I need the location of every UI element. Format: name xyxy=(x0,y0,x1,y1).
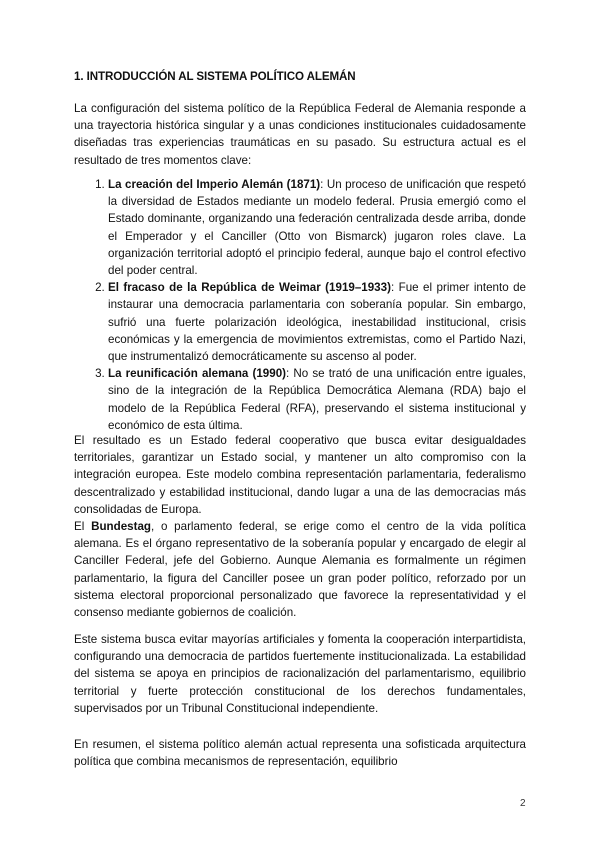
bundestag-term: Bundestag xyxy=(91,520,151,533)
document-page xyxy=(74,0,526,848)
list-item xyxy=(108,365,526,434)
key-moments-list xyxy=(74,176,526,434)
system-paragraph: Este sistema busca evitar mayorías artificiales y fomenta la cooperación interpartidista, configurando una democracia de partidos fuertemente institucionalizada. La estabilidad del sistema se apoya en principios de racionalización del parlamentarismo, equilibrio territorial y fuerte protección constitucional de los derechos fundamentales, supervisados por un Tribunal Constitucional independiente. xyxy=(74,633,526,715)
intro-paragraph: La configuración del sistema político de la República Federal de Alemania responde a una trayectoria histórica singular y a unas condiciones institucionales cuidadosamente diseñadas tras experiencias traumáticas en su pasado. Su estructura actual es el resultado de tres momentos clave: xyxy=(74,102,526,167)
list-item-text: : No se trató de una unificación entre iguales, sino de la integración de la República Democrática Alemana (RDA) bajo el modelo de la República Federal (RFA), preservando el sistema institucional y económico de esta última. xyxy=(108,367,526,432)
bundestag-prefix: El xyxy=(74,520,92,533)
list-item-title: La creación del Imperio Alemán (1871) xyxy=(108,178,321,191)
list-item-text: : Un proceso de unificación que respetó la diversidad de Estados mediante un modelo federal. Prusia emergió como el Estado dominante, organizando una federación centralizada desde arriba, donde el Emperador y el Canciller (Otto von Bismarck) jugaron roles clave. La organización territorial adoptó el principio federal, aunque bajo el control efectivo del poder central. xyxy=(108,178,526,278)
result-paragraph: El resultado es un Estado federal cooperativo que busca evitar desigualdades territoriales, garantizar un Estado social, y mantener un alto compromiso con la integración europea. Este modelo combina representación parlamentaria, federalismo descentralizado y estabilidad institucional, dando lugar a una de las democracias más consolidadas de Europa. xyxy=(74,434,526,516)
bundestag-paragraph xyxy=(74,518,526,621)
list-item-title: La reunificación alemana (1990) xyxy=(108,367,287,381)
page-number: 2 xyxy=(520,798,526,809)
bundestag-text: , o parlamento federal, se erige como el centro de la vida política alemana. Es el órgano representativo de la soberanía popular y encargado de elegir al Canciller Federal, jefe del Gobierno. Aunque Alemania es formalmente un régimen parlamentario, la figura del Canciller posee un gran poder político, reforzado por un sistema electoral proporcional personalizado que favorece la representatividad y el consenso mediante gobiernos de coalición. xyxy=(74,520,526,620)
list-item xyxy=(108,176,526,279)
list-item xyxy=(108,279,526,365)
section-heading: 1. INTRODUCCIÓN AL SISTEMA POLÍTICO ALEMÁN xyxy=(74,70,356,83)
list-item-title: El fracaso de la República de Weimar (1919–1933) xyxy=(108,281,391,295)
summary-paragraph: En resumen, el sistema político alemán actual representa una sofisticada arquitectura política que combina mecanismos de representación, equilibrio xyxy=(74,738,526,769)
list-item-text: : Fue el primer intento de instaurar una democracia parlamentaria con soberanía popular. Sin embargo, sufrió una fuerte polarización ideológica, inestabilidad institucional, crisis económicas y la emergencia de movimientos extremistas, como el Partido Nazi, que instrumentalizó democráticamente su ascenso al poder. xyxy=(108,281,526,364)
